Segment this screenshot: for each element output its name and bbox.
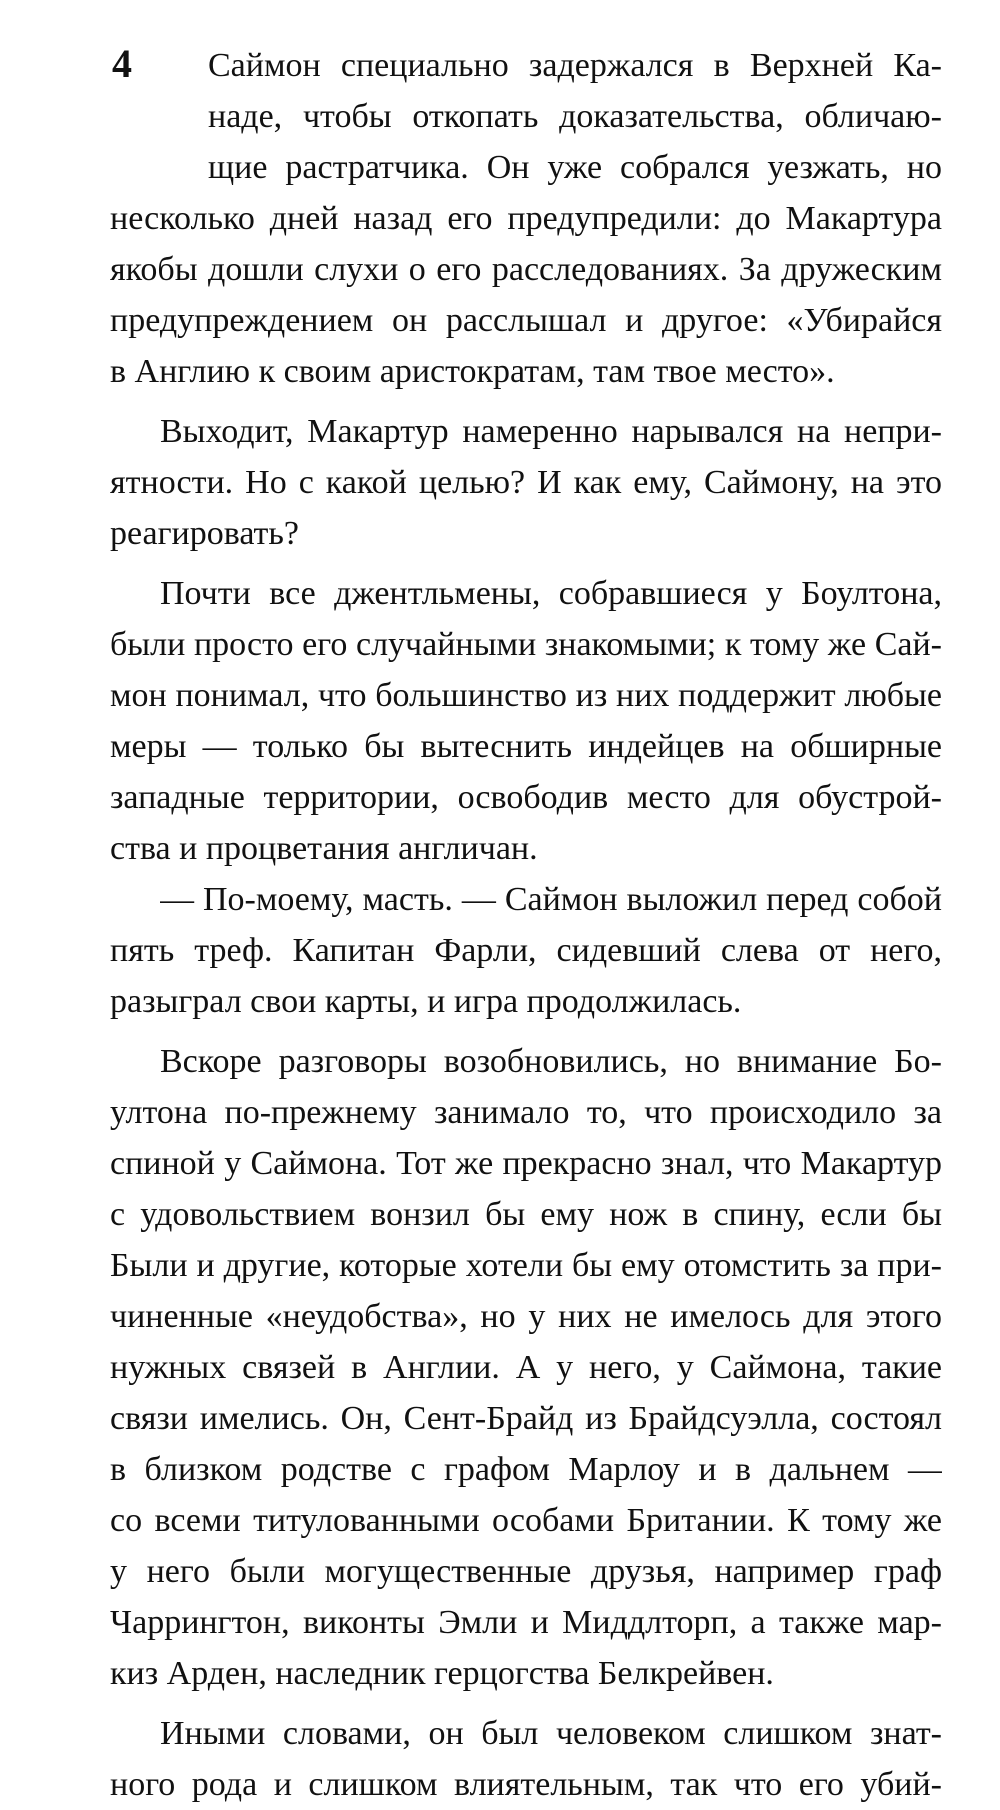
text-line: ятности. Но с какой целью? И как ему, Саймону, на это (110, 464, 942, 501)
text-line: Вскоре разговоры возобновились, но внимание Бо- (160, 1043, 942, 1080)
text-line: киз Арден, наследник герцогства Белкрейвен. (110, 1655, 774, 1692)
paragraph (110, 40, 942, 397)
text-line: в Англию к своим аристократам, там твое место». (110, 353, 835, 390)
text-line: со всеми титулованными особами Британии. К тому же (110, 1502, 942, 1539)
text-line: якобы дошли слухи о его расследованиях. За дружеским (110, 251, 942, 288)
text-line: несколько дней назад его предупредили: до Макартура (110, 200, 942, 237)
text-line: мон понимал, что большинство из них поддержит любые (110, 677, 942, 714)
text-line: Иными словами, он был человеком слишком знат- (160, 1715, 942, 1752)
text-line: предупреждением он расслышал и другое: «Убирайся (110, 302, 942, 339)
text-line: пять треф. Капитан Фарли, сидевший слева от него, (110, 932, 942, 969)
text-line: Почти все джентльмены, собравшиеся у Боултона, (160, 575, 942, 612)
text-line: спиной у Саймона. Тот же прекрасно знал, что Макартур (110, 1145, 942, 1182)
paragraph (110, 1036, 942, 1699)
text-line: в близком родстве с графом Марлоу и в дальнем — (110, 1451, 942, 1488)
text-line: нужных связей в Англии. А у него, у Саймона, такие (110, 1349, 942, 1386)
text-line: Были и другие, которые хотели бы ему отомстить за при- (110, 1247, 942, 1284)
chapter-number: 4 (112, 41, 132, 86)
text-line: были просто его случайными знакомыми; к тому же Сай- (110, 626, 942, 663)
paragraph (110, 1708, 942, 1810)
text-line: Чаррингтон, виконты Эмли и Миддлторп, а также мар- (110, 1604, 942, 1641)
text-line: разыграл свои карты, и игра продолжилась. (110, 983, 742, 1020)
paragraph (110, 568, 942, 874)
text-line: ного рода и слишком влиятельным, так что его убий- (110, 1766, 942, 1803)
text-line: связи имелись. Он, Сент-Брайд из Брайдсуэлла, состоял (110, 1400, 942, 1437)
paragraph (110, 406, 942, 559)
paragraph (110, 874, 942, 1027)
text-line: щие растратчика. Он уже собрался уезжать, но (208, 149, 942, 186)
text-line: чиненные «неудобства», но у них не имелось для этого (110, 1298, 942, 1335)
text-line: реагировать? (110, 515, 300, 552)
text-line: меры — только бы вытеснить индейцев на обширные (110, 728, 942, 765)
text-line: с удовольствием вонзил бы ему нож в спину, если бы (110, 1196, 942, 1233)
text-line: наде, чтобы откопать доказательства, обличаю- (208, 98, 942, 135)
text-line: ства и процветания англичан. (110, 830, 538, 867)
text-line: Выходит, Макартур намеренно нарывался на непри- (160, 413, 942, 450)
text-line: у него были могущественные друзья, например граф (110, 1553, 942, 1590)
body-text (110, 40, 942, 1810)
text-line: — По-моему, масть. — Саймон выложил перед собой (160, 881, 942, 918)
text-line: западные территории, освободив место для обустрой- (110, 779, 942, 816)
text-line: ултона по-прежнему занимало то, что происходило за (110, 1094, 942, 1131)
text-line: Саймон специально задержался в Верхней Ка- (208, 47, 942, 84)
